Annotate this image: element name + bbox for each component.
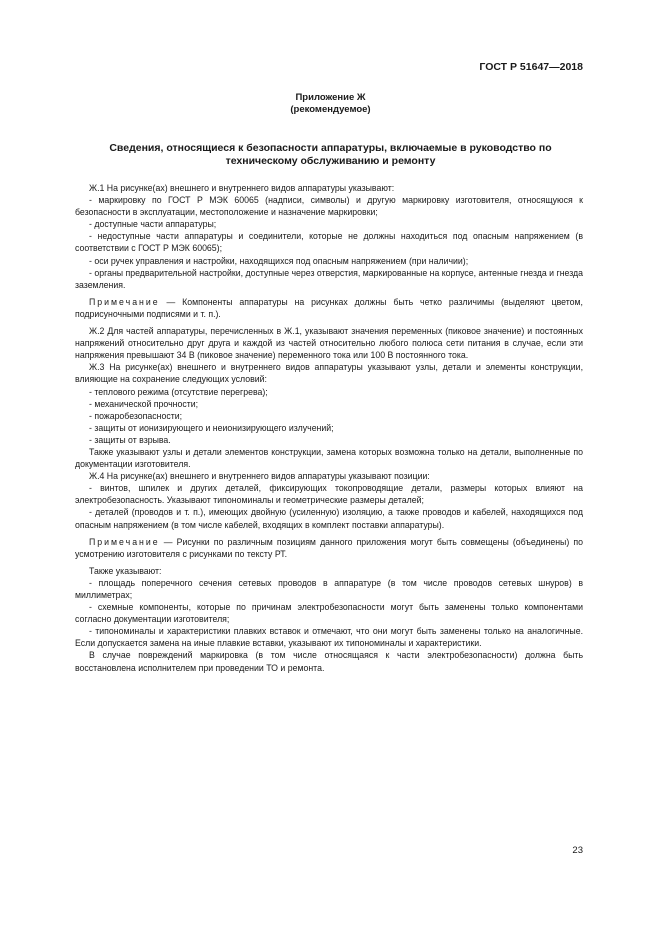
note-label: Примечание (89, 296, 160, 307)
list-item: - схемные компоненты, которые по причинам электробезопасности могут быть заменены только компонентами согласно документации изготовителя; (75, 602, 583, 625)
note-text: Компоненты аппаратуры на рисунках должны быть четко различимы (выделяют цветом, подрисуночными подписями и т. п.). (75, 296, 583, 319)
page-number: 23 (572, 845, 583, 856)
note-text: Рисунки по различным позициям данного приложения могут быть совмещены (объединены) по усмотрению изготовителя с рисунками по тексту РТ. (75, 536, 583, 559)
note-label: Примечание (89, 536, 160, 547)
paragraph: Также указывают узлы и детали элементов конструкции, замена которых возможна только на детали, выполненные по документации изготовителя. (75, 446, 583, 470)
list-item: - винтов, шпилек и других деталей, фиксирующих токопроводящие детали, размеры которых влияют на электробезопасность. Указывают типономиналы и геометрические размеры деталей; (75, 483, 583, 506)
list-item: - типономиналы и характеристики плавких вставок и отмечают, что они могут быть заменены только на аналогичные. Если допускается замена на иные плавкие вставки, указывают их типономиналы и характеристики. (75, 626, 583, 649)
section-title-line-2: техническому обслуживанию и ремонту (225, 155, 436, 167)
annex-status: (рекомендуемое) (290, 104, 371, 115)
note-dash: — (159, 296, 183, 307)
list-item: - защиты от взрыва. (89, 434, 171, 445)
paragraph: Также указывают: (89, 565, 162, 576)
paragraph: Ж.3 На рисунке(ах) внешнего и внутреннего видов аппаратуры указывают узлы, детали и элементы конструкции, влияющие на сохранение следующих условий: (75, 362, 583, 385)
note (75, 536, 583, 560)
note (75, 296, 583, 320)
list-item: - оси ручек управления и настройки, находящихся под опасным напряжением (при наличии); (89, 255, 469, 266)
list-item: - недоступные части аппаратуры и соединители, которые не должны находиться под опасным напряжением (в соответствии с ГОСТ Р МЭК 60065); (75, 231, 583, 254)
section-title (80, 142, 581, 168)
paragraph: В случае повреждений маркировка (в том числе относящаяся к части электробезопасности) должна быть восстановлена исполнителем при проведении ТО и ремонта. (75, 650, 583, 673)
list-item: - пожаробезопасности; (89, 410, 183, 421)
paragraph: Ж.1 На рисунке(ах) внешнего и внутреннего видов аппаратуры указывают: (89, 183, 395, 193)
list-item: - защиты от ионизирующего и неионизирующего излучений; (89, 422, 334, 433)
list-item: - теплового режима (отсутствие перегрева); (89, 386, 268, 397)
note-dash: — (159, 536, 177, 547)
list-item: - механической прочности; (89, 398, 199, 409)
annex-title: Приложение Ж (295, 92, 366, 103)
list-item: - площадь поперечного сечения сетевых проводов в аппаратуре (в том числе проводов сетевых шнуров) в миллиметрах; (75, 577, 583, 600)
paragraph: Ж.4 На рисунке(ах) внешнего и внутреннего видов аппаратуры указывают позиции: (89, 471, 430, 482)
list-item: - органы предварительной настройки, доступные через отверстия, маркированные на корпусе, антенные гнезда и гнезда заземления. (75, 267, 583, 290)
document-id: ГОСТ Р 51647—2018 (479, 61, 583, 73)
annex-heading (0, 92, 661, 116)
list-item: - деталей (проводов и т. п.), имеющих двойную (усиленную) изоляцию, а также проводов и кабелей, находящихся под опасным напряжением (в том числе кабелей, входящих в комплект поставки аппаратуры). (75, 507, 583, 530)
document-body (75, 182, 583, 674)
paragraph: Ж.2 Для частей аппаратуры, перечисленных в Ж.1, указывают значения переменных (пиковое значение) и постоянных напряжений относительно друг друга и каждой из частей относительно любого полюса сети питания в случае, если эти напряжения превышают 34 В (пиковое значение) переменного тока или 100 В постоянного тока. (75, 326, 583, 361)
list-item: - доступные части аппаратуры; (89, 219, 217, 230)
section-title-line-1: Сведения, относящиеся к безопасности аппаратуры, включаемые в руководство по (109, 142, 552, 154)
list-item: - маркировку по ГОСТ Р МЭК 60065 (надписи, символы) и другую маркировку изготовителя, относящуюся к безопасности в эксплуатации, местоположение и назначение маркировки; (75, 195, 583, 218)
